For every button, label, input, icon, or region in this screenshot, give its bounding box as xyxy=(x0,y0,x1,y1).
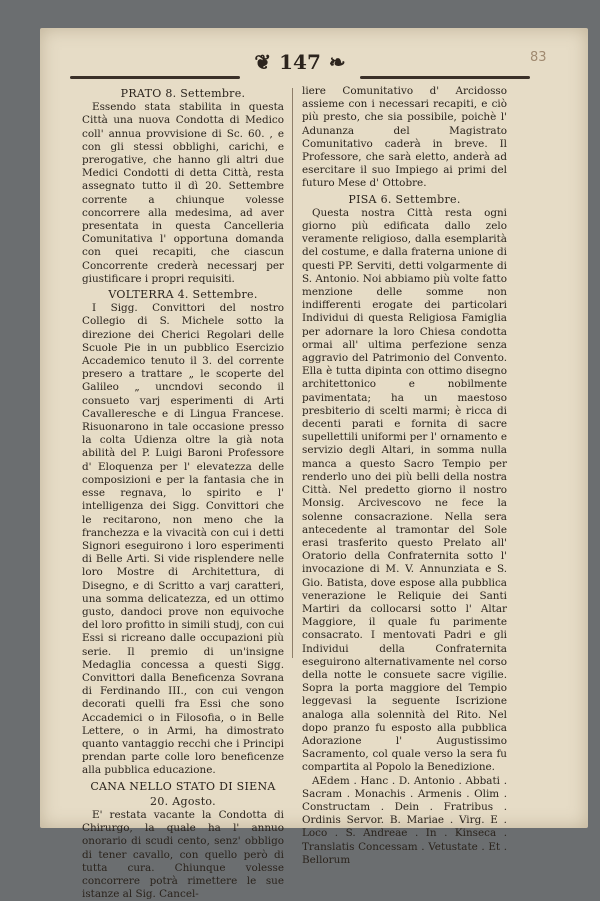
margin-note: 83 xyxy=(530,50,547,65)
header-rule-left xyxy=(70,76,240,79)
pisa-inscription: AEdem . Hanc . D. Antonio . Abbati . Sacram . Monachis . Armenis . Olim . Constructam . Dein . Fratribus . Ordinis Servor. B. Mariae . Virg. E . Loco . S. Andreae . In . Kinseca . Translatis Concessam . Vetustate . Et . Bellorum xyxy=(302,774,507,866)
volterra-heading: VOLTERRA 4. Settembre. xyxy=(108,288,258,302)
cana-date: 20. Agosto. xyxy=(150,794,216,808)
prato-heading: PRATO 8. Settembre. xyxy=(120,87,246,100)
column-divider xyxy=(292,88,293,658)
cana-article-continued: liere Comunitativo d' Arcidosso assieme con i necessari recapiti, e ciò più presto, che sia possibile, poichè l' Adunanza del Magistrato Comunitativo caderà in breve. Il Professore, che sarà eletto, anderà ad esercitare il suo Impiego ai primi del futuro Mese d' Ottobre. xyxy=(302,85,507,190)
page-number-block xyxy=(60,50,540,74)
prato-article: Essendo stata stabilita in questa Città una nuova Condotta di Medico coll' annua provvisione di Sc. 60. , e con gli stessi obblighi, carichi, e prerogative, che hanno gli altri due Medici Condotti di detta Città, resta assegnato tutto il dì 20. Settembre corrente a chiunque volesse concorrere alla medesima, ad aver presentata in questa Cancelleria Comunitativa l' opportuna domanda con quei recapiti, che ciascun Concorrente crederà necessarj per giustificare i propri requisiti. xyxy=(82,101,284,285)
flourish-right-icon: ❧ xyxy=(328,50,346,74)
page-header xyxy=(60,50,540,86)
left-column xyxy=(82,85,284,901)
page-number: 147 xyxy=(279,50,321,74)
volterra-article: I Sigg. Convittori del nostro Collegio di S. Michele sotto la direzione dei Cherici Regolari delle Scuole Pie in un pubblico Esercizio Accademico tenuto il 3. del corrente presero a trattare „ le scoperte del Galileo „ uncndovi secondo il consueto varj esperimenti di Arti Cavalleresche e di Lingua Francese. Risuonarono in tale occasione presso la colta Udienza oltre la già nota abilità del P. Luigi Baroni Professore d' Eloquenza per l' elevatezza delle composizioni e per la fantasia che in esse regnava, lo spirito e l' intelligenza dei Sigg. Convittori che le recitarono, non meno che la franchezza e la vivacità con cui i detti Signori eseguirono i loro esperimenti di Belle Arti. Si vide risplendere nelle loro Mostre di Architettura, di Disegno, e di Scritto a varj caratteri, una somma delicatezza, ed un ottimo gusto, dandoci prove non equivoche del loro profitto in simili studj, con cui Essi si ricreano dalle occupazioni più serie. Il premio di un'insigne Medaglia concessa a questi Sigg. Convittori dalla Beneficenza Sovrana di Ferdinando III., con cui vengon decorati quelli fra Essi che sono Accademici o in Filosofia, o in Belle Lettere, o in Armi, ha dimostrato quanto vantaggio recchi che i Principi prendan parte colle loro beneficenze alla pubblica educazione. xyxy=(82,302,284,777)
flourish-left-icon: ❦ xyxy=(254,50,272,74)
cana-article: E' restata vacante la Condotta di Chirurgo, la quale ha l' annuo onorario di scudi cento, senz' obbligo di tener cavallo, con quello però di tutta cura. Chiunque volesse concorrere potrà rimettere le sue istanze al Sig. Cancel- xyxy=(82,808,284,901)
pisa-article: Questa nostra Città resta ogni giorno più edificata dallo zelo veramente religioso, dalla esemplarità del costume, e dalla fraterna unione di questi PP. Serviti, detti volgarmente di S. Antonio. Noi abbiamo più volte fatto menzione delle somme non indifferenti erogate dei particolari Individui di questa Religiosa Famiglia per adornare la loro Chiesa condotta ormai all' ultima perfezione senza aggravio del Patrimonio del Convento. Ella è tutta dipinta con ottimo disegno architettonico e nobilmente pavimentata; ha un maestoso presbiterio di scelti marmi; è ricca di decenti parati e fornita di sacre supellettili uniformi per l' ornamento e servizio degli Altari, in somma nulla manca a questo Sacro Tempio per renderlo uno dei più belli della nostra Città. Nel predetto giorno il nostro Monsig. Arcivescovo ne fece la solenne consacrazione. Nella sera antecedente al tramontar del Sole erasi trasferito questo Prelato all' Oratorio della Confraternita sotto l' invocazione di M. V. Annunziata e S. Gio. Batista, dove espose alla pubblica venerazione le Reliquie dei Santi Martiri da collocarsi sotto l' Altar Maggiore, il quale fu parimente consacrato. I mentovati Padri e gli Individui della Confraternita eseguirono alternativamente nel corso della notte le consuete sacre vigilie. Sopra la porta maggiore del Tempio leggevasi la seguente Iscrizione analoga alla solennità del Rito. Nel dopo pranzo fu esposto alla pubblica Adorazione l' Augustissimo Sacramento, col quale verso la sera fu compartita al Popolo la Benedizione. xyxy=(302,206,507,774)
pisa-heading: PISA 6. Settembre. xyxy=(348,192,461,206)
cana-heading: CANA NELLO STATO DI SIENA xyxy=(90,779,276,793)
right-column xyxy=(302,85,507,867)
header-rule-right xyxy=(360,76,530,79)
